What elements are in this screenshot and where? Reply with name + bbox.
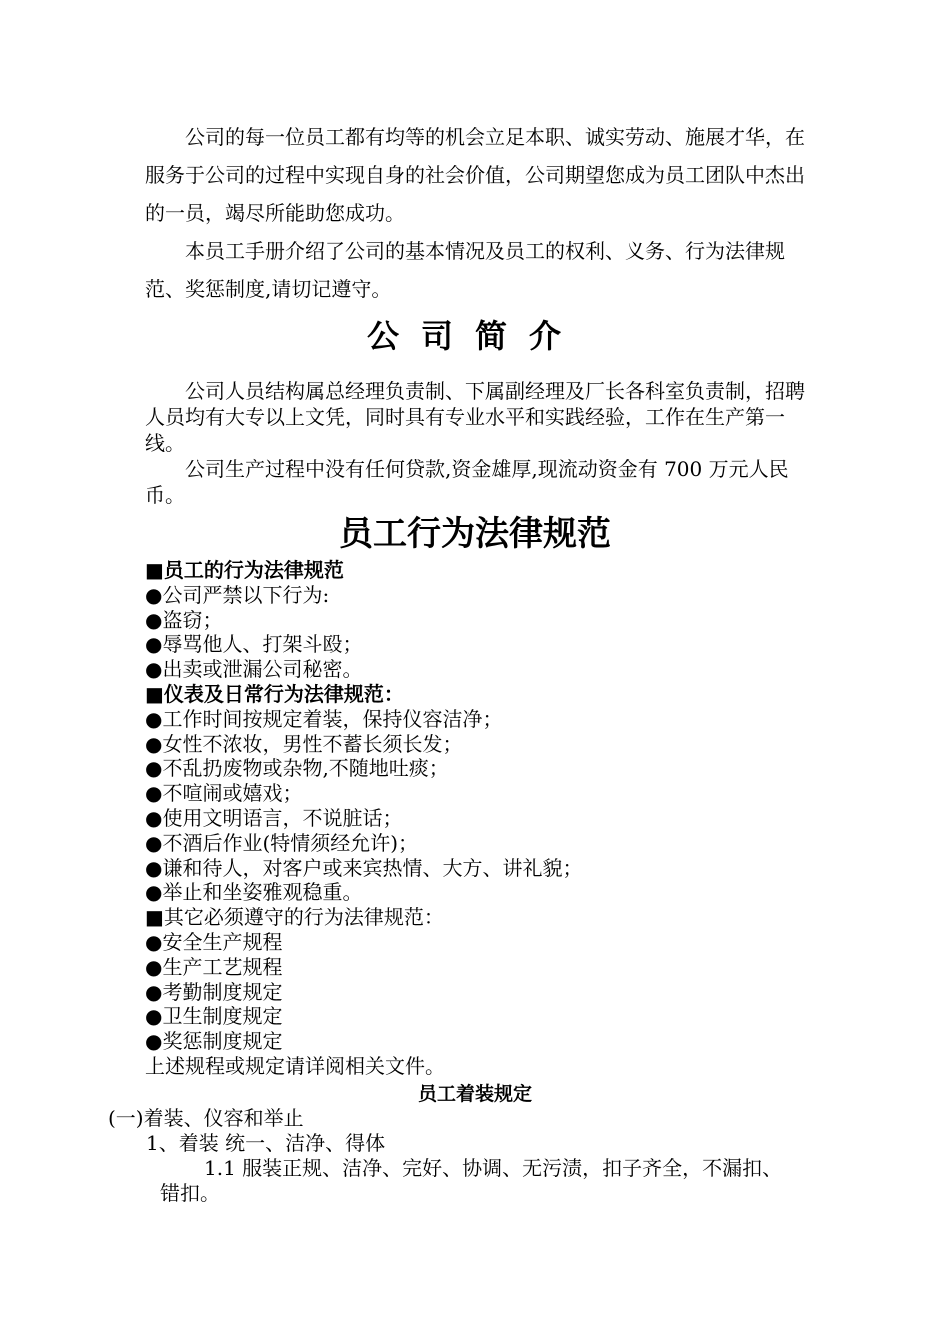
rule-item: ●工作时间按规定着装，保持仪容洁净； <box>145 706 503 731</box>
rule-item: ●不酒后作业(特情须经允许)； <box>145 830 419 855</box>
rule-item: ●卫生制度规定 <box>145 1004 283 1029</box>
conduct-rules-list <box>145 558 825 1079</box>
company-profile-heading: 公司简介 <box>366 317 583 355</box>
rule-heading-appearance: ■仪表及日常行为法律规范： <box>145 681 404 706</box>
dress-item-1: 1、着装 统一、洁净、得体 <box>146 1131 386 1155</box>
rule-item: ●生产工艺规程 <box>145 954 283 979</box>
rule-item: ●使用文明语言，不说脏话； <box>145 805 403 830</box>
rule-item: ●奖惩制度规定 <box>145 1029 283 1054</box>
rule-item: ●考勤制度规定 <box>145 979 283 1004</box>
rule-item: ●安全生产规程 <box>145 929 283 954</box>
profile-paragraph-1: 公司人员结构属总经理负责制、下属副经理及厂长各科室负责制，招聘人员均有大专以上文凭，同时具有专业水平和实践经验，工作在生产第一线。 <box>145 379 805 455</box>
rule-item: ●女性不浓妆，男性不蓄长须长发； <box>145 731 463 756</box>
rule-item: ●公司严禁以下行为: <box>145 582 330 607</box>
rule-item: ●谦和待人，对客户或来宾热情、大方、讲礼貌； <box>145 855 583 880</box>
intro-paragraph-2: 本员工手册介绍了公司的基本情况及员工的权利、义务、行为法律规范、奖惩制度,请切记遵守。 <box>145 239 785 301</box>
intro-paragraph-1: 公司的每一位员工都有均等的机会立足本职、诚实劳动、施展才华，在服务于公司的过程中实现自身的社会价值，公司期望您成为员工团队中杰出的一员，竭尽所能助您成功。 <box>145 125 805 225</box>
rule-heading-other: ■其它必须遵守的行为法律规范： <box>145 905 444 930</box>
rule-item: ●盗窃； <box>145 607 223 632</box>
rule-item: ●不喧闹或嬉戏； <box>145 781 303 806</box>
conduct-heading: 员工行为法律规范 <box>339 514 611 554</box>
dress-section-title: (一)着装、仪容和举止 <box>108 1106 304 1130</box>
intro-section <box>145 118 810 308</box>
company-profile-section <box>145 378 810 508</box>
dress-code-section <box>108 1106 808 1206</box>
profile-paragraph-2: 公司生产过程中没有任何贷款,资金雄厚,现流动资金有 700 万元人民币。 <box>145 457 789 507</box>
rule-item: ●出卖或泄漏公司秘密。 <box>145 657 363 682</box>
rule-footnote: 上述规程或规定请详阅相关文件。 <box>145 1053 445 1078</box>
rule-item: ●举止和坐姿雅观稳重。 <box>145 880 363 905</box>
dress-code-heading: 员工着装规定 <box>417 1083 532 1105</box>
dress-item-1-1: 1.1 服装正规、洁净、完好、协调、无污渍，扣子齐全，不漏扣、错扣。 <box>160 1156 783 1205</box>
rule-heading-employee-conduct: ■员工的行为法律规范 <box>145 558 344 582</box>
rule-item: ●不乱扔废物或杂物,不随地吐痰； <box>145 756 449 781</box>
rule-item: ●辱骂他人、打架斗殴； <box>145 632 363 657</box>
